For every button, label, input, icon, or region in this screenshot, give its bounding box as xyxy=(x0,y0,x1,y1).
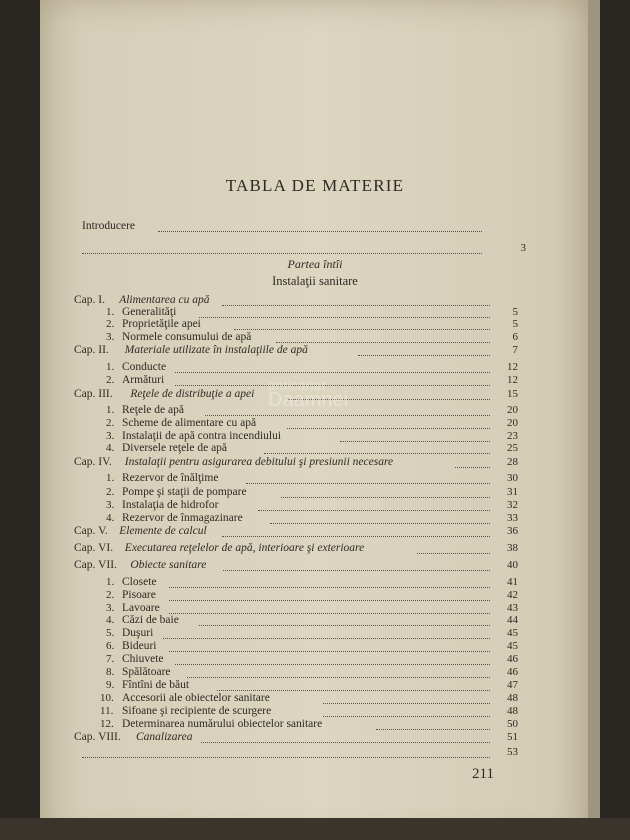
leader-dots xyxy=(281,486,490,498)
page-ref: 50 xyxy=(507,718,518,730)
leader-dots xyxy=(455,456,490,468)
part-title: Instalaţii sanitare xyxy=(272,274,358,288)
section-number: 3. xyxy=(106,499,115,511)
section-title: Pisoare xyxy=(122,589,156,601)
section-title: Sifoane şi recipiente de scurgere xyxy=(122,705,272,717)
page-ref: 42 xyxy=(507,589,518,601)
bottom-shadow xyxy=(0,818,630,840)
chapter-title: Elemente de calcul xyxy=(119,525,207,537)
leader-dots xyxy=(82,746,490,758)
leader-dots xyxy=(82,242,482,254)
leader-dots xyxy=(246,472,490,484)
toc-section-line xyxy=(0,746,630,762)
chapter-title: Reţele de distribuţie a apei xyxy=(130,388,255,400)
section-title: Căzi de baie xyxy=(122,614,179,626)
chapter-label: Cap. IV. xyxy=(74,456,112,468)
section-title: Spălătoare xyxy=(122,666,171,678)
section-title: Scheme de alimentare cu apă xyxy=(122,417,257,429)
chapter-label: Cap. I. xyxy=(74,294,105,306)
page-ref: 5 xyxy=(512,318,518,330)
page-ref: 33 xyxy=(507,512,518,524)
leader-dots xyxy=(358,344,490,356)
chapter-title: Canalizarea xyxy=(136,731,193,743)
leader-dots xyxy=(169,640,490,652)
chapter-label: Cap. VII. xyxy=(74,559,117,571)
section-title: Rezervor de înmagazinare xyxy=(122,512,243,524)
section-title: Bideuri xyxy=(122,640,157,652)
chapter-label: Cap. VI. xyxy=(74,542,114,554)
toc-chapter-line xyxy=(0,525,630,541)
intro-label: Introducere xyxy=(82,220,135,232)
chapter-label: Cap. V. xyxy=(74,525,108,537)
leader-dots xyxy=(417,542,490,554)
toc-chapter-line xyxy=(0,559,630,575)
page-number: 211 xyxy=(472,766,494,782)
page-ref: 15 xyxy=(507,388,518,400)
leader-dots xyxy=(234,318,490,330)
section-title: Rezervor de înălţime xyxy=(122,472,219,484)
watermark xyxy=(268,378,348,412)
page-ref: 36 xyxy=(507,525,518,537)
leader-dots xyxy=(199,614,490,626)
leader-dots xyxy=(223,559,490,571)
section-title: Normele consumului de apă xyxy=(122,331,252,343)
chapter-label: Cap. III. xyxy=(74,388,113,400)
section-number: 12. xyxy=(100,718,114,730)
section-title: Chiuvete xyxy=(122,653,164,665)
page-ref: 48 xyxy=(507,705,518,717)
section-title: Instalaţia de hidrofor xyxy=(122,499,219,511)
toc-chapter-line xyxy=(0,456,630,472)
page-ref: 7 xyxy=(512,344,518,356)
section-number: 7. xyxy=(106,653,115,665)
page-ref: 12 xyxy=(507,374,518,386)
section-title: Pompe şi staţii de pompare xyxy=(122,486,247,498)
leader-dots xyxy=(222,525,490,537)
page-ref: 25 xyxy=(507,442,518,454)
leader-dots xyxy=(169,602,490,614)
page-ref: 40 xyxy=(507,559,518,571)
leader-dots xyxy=(158,220,482,232)
page-ref: 23 xyxy=(507,430,518,442)
leader-dots xyxy=(222,294,490,306)
section-title: Proprietăţile apei xyxy=(122,318,201,330)
section-number: 1. xyxy=(106,361,115,373)
section-number: 10. xyxy=(100,692,114,704)
toc-title: TABLA DE MATERIE xyxy=(225,176,405,195)
leader-dots xyxy=(276,331,491,343)
page-ref: 46 xyxy=(507,666,518,678)
leader-dots xyxy=(340,430,490,442)
leader-dots xyxy=(270,512,490,524)
chapter-label: Cap. VIII. xyxy=(74,731,121,743)
section-number: 5. xyxy=(106,627,115,639)
leader-dots xyxy=(175,361,490,373)
leader-dots xyxy=(169,576,490,588)
section-number: 1. xyxy=(106,472,115,484)
section-title: Determinarea numărului obiectelor sanitare xyxy=(122,718,323,730)
page-ref: 32 xyxy=(507,499,518,511)
chapter-title: Instalaţii pentru asigurarea debitului şi presiunii necesare xyxy=(124,456,394,468)
page-ref: 31 xyxy=(507,486,518,498)
page-ref: 48 xyxy=(507,692,518,704)
leader-dots xyxy=(217,679,491,691)
toc-chapter-line xyxy=(0,344,630,360)
chapter-title: Materiale utilizate în instalaţiile de apă xyxy=(124,344,308,356)
leader-dots xyxy=(163,627,490,639)
page-ref: 51 xyxy=(507,731,518,743)
section-title: Conducte xyxy=(122,361,167,373)
page-ref: 46 xyxy=(507,653,518,665)
toc-chapter-line xyxy=(0,731,630,747)
page-ref: 53 xyxy=(507,746,518,758)
page-ref: 30 xyxy=(507,472,518,484)
page-ref: 41 xyxy=(507,576,518,588)
page-ref: 38 xyxy=(507,542,518,554)
page-ref: 6 xyxy=(512,331,518,343)
section-number: 3. xyxy=(106,602,115,614)
page-ref: 20 xyxy=(507,417,518,429)
leader-dots xyxy=(264,442,490,454)
section-number: 2. xyxy=(106,417,115,429)
page-ref: 45 xyxy=(507,640,518,652)
page-ref: 44 xyxy=(507,614,518,626)
section-title: Lavoare xyxy=(122,602,160,614)
section-number: 3. xyxy=(106,430,115,442)
section-number: 1. xyxy=(106,404,115,416)
section-number: 2. xyxy=(106,374,115,386)
section-number: 6. xyxy=(106,640,115,652)
page-ref: 43 xyxy=(507,602,518,614)
section-title: Armături xyxy=(122,374,165,386)
section-number: 3. xyxy=(106,331,115,343)
section-number: 4. xyxy=(106,614,115,626)
chapter-title: Alimentarea cu apă xyxy=(119,294,210,306)
page-ref: 5 xyxy=(512,306,518,318)
leader-dots xyxy=(201,731,490,743)
section-title: Generalităţi xyxy=(122,306,177,318)
section-number: 4. xyxy=(106,512,115,524)
section-title: Fîntîni de băut xyxy=(122,679,190,691)
section-title: Instalaţii de apă contra incendiului xyxy=(122,430,282,442)
watermark-line2: Daamnei xyxy=(268,389,349,411)
page-ref: 28 xyxy=(507,456,518,468)
chapter-label: Cap. II. xyxy=(74,344,109,356)
section-title: Accesorii ale obiectelor sanitare xyxy=(122,692,270,704)
chapter-title: Obiecte sanitare xyxy=(130,559,207,571)
section-title: Closete xyxy=(122,576,157,588)
leader-dots xyxy=(187,666,490,678)
chapter-title: Executarea reţelelor de apă, interioare şi exterioare xyxy=(124,542,365,554)
leader-dots xyxy=(323,692,490,704)
page-ref: 20 xyxy=(507,404,518,416)
section-number: 2. xyxy=(106,318,115,330)
intro-page: 3 xyxy=(520,242,526,254)
section-number: 8. xyxy=(106,666,115,678)
leader-dots xyxy=(199,306,490,318)
section-number: 1. xyxy=(106,576,115,588)
toc-chapter-line xyxy=(0,542,630,558)
watermark-line1: anticariat xyxy=(268,378,326,393)
toc-intro-page-line xyxy=(0,242,630,258)
leader-dots xyxy=(323,705,490,717)
leader-dots xyxy=(376,718,490,730)
page-ref: 45 xyxy=(507,627,518,639)
leader-dots xyxy=(169,589,490,601)
leader-dots xyxy=(287,417,490,429)
page-ref: 12 xyxy=(507,361,518,373)
section-number: 2. xyxy=(106,589,115,601)
leader-dots xyxy=(258,499,490,511)
section-title: Reţele de apă xyxy=(122,404,184,416)
section-number: 11. xyxy=(100,705,114,717)
toc-intro-line xyxy=(0,220,630,236)
leader-dots xyxy=(175,653,490,665)
page-ref: 47 xyxy=(507,679,518,691)
section-title: Diversele reţele de apă xyxy=(122,442,228,454)
section-number: 4. xyxy=(106,442,115,454)
section-number: 2. xyxy=(106,486,115,498)
section-number: 1. xyxy=(106,306,115,318)
part-label: Partea întîi xyxy=(287,257,343,271)
section-title: Duşuri xyxy=(122,627,154,639)
section-number: 9. xyxy=(106,679,115,691)
